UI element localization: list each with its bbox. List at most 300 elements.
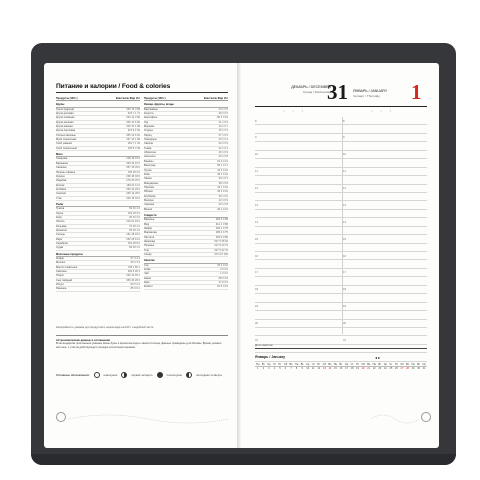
- food-values: 40 1 0 8: [218, 155, 228, 159]
- food-name: Лимон: [144, 177, 152, 181]
- food-values: 350 26 26 0: [126, 278, 140, 282]
- calendar-day[interactable]: 23: [378, 367, 382, 370]
- food-values: 2 0 0 0: [220, 268, 228, 272]
- calendar-day[interactable]: 18: [350, 367, 354, 370]
- writing-line[interactable]: [255, 269, 427, 277]
- food-name: Курица: [56, 174, 65, 178]
- food-values: 23 1 0 4: [218, 138, 228, 142]
- sunrise-icon: ☼: [283, 109, 286, 113]
- mini-calendar-nav: ◂ ▸: [375, 355, 381, 360]
- calendar-weekday: Сб: [283, 363, 288, 366]
- writing-line[interactable]: [255, 244, 427, 252]
- food-name: Огурцы: [144, 129, 154, 133]
- writing-line[interactable]: [255, 311, 427, 319]
- food-name: Крупа манная: [56, 125, 73, 129]
- food-name: Свёкла: [144, 142, 153, 146]
- food-values: 24 1 0 5: [218, 107, 228, 111]
- food-values: 266 12 25 0: [126, 192, 140, 196]
- writing-line[interactable]: [255, 252, 427, 260]
- food-name: Черника: [144, 203, 155, 207]
- calendar-weekday: Ср: [383, 363, 388, 366]
- header-product: Продукты (100 г): [56, 97, 78, 100]
- food-values: 326 10 1 68: [126, 125, 140, 129]
- food-values: 209 16 15 0: [126, 161, 140, 165]
- food-name: Виноград: [144, 164, 156, 168]
- food-values: 48 1 0 10: [217, 172, 228, 176]
- food-name: Малина: [144, 198, 154, 202]
- calendar-weekday: Сб: [400, 363, 404, 366]
- hour-label: 14: [343, 219, 347, 224]
- food-name: Греча (ядрица): [56, 107, 75, 111]
- food-name: Сок: [144, 263, 149, 267]
- hour-label: 13: [255, 202, 259, 207]
- writing-line[interactable]: [255, 294, 427, 302]
- food-name: Какао: [144, 276, 152, 280]
- table-header: [144, 97, 228, 101]
- food-name: Кальмар: [56, 224, 67, 228]
- food-name: Сахар: [144, 253, 152, 257]
- food-values: 153 18 9 0: [127, 242, 140, 245]
- food-values: 355 12 6 62: [126, 133, 140, 137]
- hour-label: 8: [343, 118, 345, 123]
- food-values: 68 3 3 8: [218, 276, 228, 280]
- calendar-weekday: Вт: [378, 363, 382, 366]
- calendar-weekday: Вт: [417, 363, 421, 366]
- writing-line[interactable]: [255, 235, 427, 243]
- food-values: 315 9 1 66: [127, 129, 140, 133]
- calendar-weekday: Вс: [289, 363, 293, 366]
- food-values: 299 1 0 78: [215, 226, 228, 230]
- writing-line[interactable]: [255, 151, 427, 159]
- hour-label: 21: [343, 337, 347, 342]
- hour-label: 10: [255, 152, 259, 157]
- calendar-day[interactable]: 22: [372, 367, 376, 370]
- calendar-day[interactable]: 12: [317, 367, 321, 370]
- calendar-weekday: Сб: [361, 363, 365, 366]
- food-name: Зефир: [144, 226, 153, 230]
- food-values: 42 2 0 9: [218, 142, 228, 146]
- writing-line[interactable]: [255, 159, 427, 167]
- food-name: Судак: [56, 246, 64, 250]
- section-heading: Молочные продукты: [56, 253, 140, 257]
- page-title: Питание и калории / Food & colories: [56, 83, 171, 90]
- calendar-day[interactable]: 3: [268, 367, 270, 370]
- section-heading: Мясо: [56, 153, 140, 157]
- writing-line[interactable]: [255, 210, 427, 218]
- food-values: 238 18 18 0: [126, 174, 140, 178]
- food-values: 83 18 1 0: [129, 246, 140, 250]
- food-values: 161 18 10 0: [126, 233, 140, 237]
- food-name: Мука пшеничная: [56, 138, 77, 142]
- food-values: 276 20 22 0: [126, 179, 140, 183]
- hour-label: 20: [255, 321, 259, 325]
- calendar-weekday: Вт: [261, 363, 265, 366]
- writing-line[interactable]: [255, 176, 427, 184]
- food-values: 327 10 1 68: [126, 138, 140, 142]
- food-name: Творог: [56, 274, 65, 278]
- food-table-left: [56, 97, 140, 292]
- food-values: 40 1 0 8: [218, 203, 228, 207]
- food-name: Кролик: [56, 183, 65, 187]
- right-page: [241, 63, 439, 448]
- astro-heading: Астрономические данные и соглашения: [56, 339, 110, 342]
- food-values: 91 2 0 21: [217, 159, 228, 163]
- food-name: Печенье: [144, 244, 155, 248]
- table-row: [144, 285, 228, 289]
- calendar-day[interactable]: 21: [367, 367, 371, 370]
- food-name: Перец: [144, 133, 152, 137]
- writing-line[interactable]: [255, 168, 427, 176]
- calendar-day[interactable]: 30: [417, 367, 421, 370]
- writing-line[interactable]: [255, 201, 427, 209]
- moon-icon: ☽: [388, 109, 392, 113]
- food-values: 45 1 0 10: [217, 263, 228, 267]
- left-page: [44, 63, 239, 448]
- food-values: 265 0 0 68: [215, 218, 228, 222]
- food-values: 181 7 1 34: [127, 142, 140, 146]
- hour-label: 10: [343, 152, 347, 157]
- hour-label: 21: [255, 337, 259, 342]
- section-heading: Сладости: [144, 214, 228, 218]
- food-name: Окунь: [56, 211, 64, 215]
- food-values: 260 13 23 0: [126, 187, 140, 191]
- food-name: Торт: [144, 248, 150, 252]
- food-name: Лук: [144, 120, 149, 124]
- calendar-weekday: Ср: [344, 363, 349, 366]
- food-values: 374 0 0 100: [214, 253, 228, 257]
- calendar-weekday: Сб: [322, 363, 327, 366]
- food-values: 28 2 0 5: [218, 112, 228, 116]
- food-values: 38 1 0 8: [218, 181, 228, 185]
- calendar-weekday: Пн: [256, 363, 260, 366]
- hour-label: 17: [343, 270, 347, 275]
- hour-label: 12: [343, 186, 347, 190]
- food-name: Вишня: [144, 207, 153, 211]
- food-values: 45 0 0 10: [217, 190, 228, 194]
- food-name: Картофель: [144, 116, 158, 120]
- writing-line[interactable]: [255, 142, 427, 150]
- calendar-day[interactable]: 11: [311, 367, 315, 370]
- food-values: 407 5 22 47: [214, 248, 228, 252]
- dec-weekday: Среда / Wednesday: [303, 90, 331, 94]
- calendar-day[interactable]: 5: [279, 367, 281, 370]
- table-header: [56, 97, 140, 101]
- food-name: Груша: [144, 168, 152, 172]
- food-name: Шоколад: [144, 240, 155, 243]
- calendar-weekday: Чт: [272, 363, 276, 366]
- food-values: 49 1 0 10: [217, 207, 228, 211]
- calendar-day[interactable]: 8: [295, 367, 298, 370]
- writing-line[interactable]: [255, 134, 427, 142]
- sunrise-icon: ☼: [371, 109, 374, 113]
- food-values: 30 1 0 6: [218, 194, 228, 198]
- calendar-weekday: Пн: [333, 363, 338, 366]
- table-row: [144, 253, 228, 257]
- food-values: 60 3 3 5: [130, 261, 140, 265]
- food-name: Морковь: [144, 125, 155, 129]
- dec-day-number: 31: [327, 80, 348, 104]
- food-name: Масло сливочное: [56, 265, 78, 269]
- table-footnote: Калорийность указана для продуктов в сыром виде на 100 г съедобной части.: [56, 326, 155, 329]
- food-name: Апельсин: [144, 155, 156, 159]
- hour-label: 9: [255, 135, 257, 140]
- food-values: 27 1 0 5: [218, 133, 228, 137]
- full-moon-icon: [157, 372, 163, 378]
- divider: [56, 335, 228, 336]
- food-name: Клубника: [144, 194, 156, 198]
- calendar-weekday: Вс: [328, 363, 332, 366]
- food-values: 105 18 4 0: [127, 170, 140, 174]
- food-name: Тыква: [144, 146, 152, 150]
- food-values: 66 5 3 4: [130, 283, 140, 287]
- calendar-day[interactable]: 27: [400, 367, 404, 370]
- food-name: Бананы: [144, 159, 154, 163]
- food-name: Баклажаны: [144, 107, 158, 111]
- food-name: Сосиски: [56, 192, 66, 196]
- food-values: 43 1 0 10: [217, 185, 228, 189]
- food-values: 219 21 15 0: [126, 220, 140, 224]
- hour-label: 15: [255, 236, 259, 241]
- food-name: Печень говяжья: [56, 170, 76, 174]
- food-name: Помидоры: [144, 138, 157, 142]
- writing-line[interactable]: [255, 218, 427, 226]
- calendar-weekday: Вт: [300, 363, 304, 366]
- calendar-weekday: Чт: [350, 363, 354, 366]
- hour-label: 14: [255, 219, 259, 224]
- hour-label: 20: [343, 321, 347, 325]
- food-name: Крупа овсяная: [56, 120, 74, 124]
- food-name: Киви: [144, 172, 150, 176]
- food-values: 305 0 0 80: [215, 235, 228, 239]
- food-values: 183 21 11 0: [126, 183, 140, 187]
- food-name: Индейка: [56, 179, 67, 183]
- ribbon-hole-icon: [421, 412, 431, 422]
- food-name: Мармелад: [144, 231, 157, 235]
- moon-icon: ☽: [300, 109, 304, 113]
- hour-label: 15: [343, 236, 347, 241]
- food-name: Креветки: [56, 228, 67, 232]
- hour-label: 9: [343, 135, 345, 140]
- food-values: 218 19 15 0: [126, 157, 140, 161]
- food-name: Крупа перловая: [56, 129, 76, 133]
- calendar-weekday: Вс: [367, 363, 371, 366]
- moon-legend: [56, 371, 228, 379]
- writing-line[interactable]: [255, 227, 427, 235]
- food-values: 41 1 0 9: [218, 120, 228, 124]
- header-nutrients: Ккал Белк Жир Угл: [115, 97, 140, 100]
- food-name: Мёд: [144, 222, 150, 226]
- writing-line[interactable]: [255, 277, 427, 285]
- food-name: Треска: [56, 207, 65, 211]
- calendar-weekday: Пт: [394, 363, 398, 366]
- food-name: Яблоки: [144, 190, 153, 194]
- calendar-weekday: Чт: [311, 363, 315, 366]
- food-name: Хлеб ржаной: [56, 142, 72, 146]
- writing-line[interactable]: [255, 286, 427, 294]
- sunset-icon: ☼: [379, 109, 383, 113]
- calendar-day[interactable]: 7: [290, 367, 292, 370]
- food-name: Сельдь: [56, 233, 65, 237]
- writing-line[interactable]: [255, 303, 427, 311]
- food-name: Баранина: [56, 161, 68, 165]
- food-values: 75 18 1 0: [129, 224, 140, 228]
- writing-line[interactable]: [255, 193, 427, 201]
- food-values: 103 18 3 0: [127, 211, 140, 215]
- food-name: Крупа пшённая: [56, 116, 75, 120]
- calendar-day[interactable]: 24: [383, 367, 387, 370]
- food-values: 289 0 0 75: [215, 231, 228, 235]
- hour-label: 19: [343, 304, 347, 309]
- date-rule: [255, 106, 427, 107]
- jan-sun-icons: [371, 109, 391, 113]
- calendar-weekday: Ср: [306, 363, 310, 366]
- food-values: 334 12 3 66: [126, 116, 140, 120]
- calendar-weekday: Вс: [406, 363, 410, 366]
- hour-label: 18: [255, 287, 259, 292]
- moon-item: первая четверть: [131, 373, 153, 377]
- header-nutrients: Ккал Белк Жир Угл: [203, 97, 228, 100]
- calendar-day[interactable]: 15: [333, 367, 337, 370]
- calendar-day[interactable]: 13: [322, 367, 326, 370]
- food-name: Капуста: [144, 112, 154, 116]
- food-name: Говядина: [56, 157, 68, 161]
- food-name: Молоко: [56, 261, 66, 265]
- mini-calendar-title: Январь / January: [255, 355, 286, 359]
- writing-lines: [255, 117, 427, 362]
- food-values: 96 16 4 0: [129, 215, 140, 219]
- calendar-day[interactable]: 10: [306, 367, 310, 370]
- food-values: 323 7 1 71: [127, 112, 140, 116]
- food-name: Мандарины: [144, 181, 159, 185]
- calendar-weekday: Пн: [411, 363, 415, 366]
- calendar-day[interactable]: 17: [345, 367, 348, 370]
- calendar-day[interactable]: 19: [356, 367, 360, 370]
- food-values: 226 14 18 1: [126, 274, 140, 278]
- food-name: Сыр твёрдый: [56, 278, 73, 282]
- food-name: Квас: [144, 281, 150, 285]
- food-values: 252 25 14 0: [126, 237, 140, 241]
- table-row: [56, 246, 140, 250]
- food-name: Кофе: [144, 268, 151, 272]
- calendar-weekday: Пт: [278, 363, 282, 366]
- table-row: [56, 287, 140, 291]
- writing-line[interactable]: [255, 320, 427, 328]
- calendar-day[interactable]: 28: [406, 367, 409, 370]
- calendar-day[interactable]: 20: [361, 367, 365, 370]
- food-values: 69 1 0 17: [217, 164, 228, 168]
- food-name: Компот: [144, 285, 153, 289]
- food-values: 1 0 0 0: [220, 272, 228, 276]
- writing-line[interactable]: [255, 125, 427, 133]
- mini-calendar-days: [255, 367, 427, 370]
- writing-line[interactable]: [255, 260, 427, 268]
- calendar-day[interactable]: 9: [301, 367, 303, 370]
- writing-line[interactable]: [255, 185, 427, 193]
- food-name: Пастила: [144, 235, 155, 239]
- food-name: Сметана: [56, 270, 67, 274]
- jan-month: ЯНВАРЬ / JANUARY: [353, 89, 388, 93]
- header-product: Продукты (100 г): [144, 97, 166, 100]
- food-values: 42 1 0 9: [218, 198, 228, 202]
- food-values: 417 8 10 74: [214, 244, 228, 248]
- food-values: 46 1 0 9: [218, 151, 228, 155]
- calendar-day[interactable]: 6: [284, 367, 287, 370]
- notes-label: Для заметок: [255, 343, 427, 349]
- calendar-day[interactable]: 1: [257, 367, 259, 370]
- jan-weekday: Четверг / Thursday: [353, 94, 380, 98]
- food-name: Крупа рисовая: [56, 112, 74, 116]
- calendar-day[interactable]: 14: [328, 367, 332, 370]
- table-row: [56, 197, 140, 201]
- ribbon-hole-icon: [56, 412, 66, 422]
- calendar-weekday: Ср: [422, 363, 426, 366]
- hour-label: 18: [343, 287, 347, 292]
- jan-day-number: 1: [411, 80, 422, 104]
- sunset-icon: ☼: [291, 109, 295, 113]
- food-values: 357 15 33 0: [126, 166, 140, 170]
- planner-cover-edge: [31, 454, 456, 465]
- section-heading: Рыба: [56, 203, 140, 207]
- food-values: 57 3 3 4: [130, 257, 140, 261]
- calendar-day[interactable]: 2: [262, 367, 265, 370]
- food-values: 748 1 82 1: [127, 265, 140, 269]
- calendar-weekday: Ср: [267, 363, 271, 366]
- hour-label: 12: [255, 186, 259, 190]
- astro-paragraph: [56, 339, 228, 349]
- section-heading: Крупы: [56, 103, 140, 107]
- food-name: Ряженка: [56, 287, 67, 291]
- calendar-day[interactable]: 31: [422, 367, 426, 370]
- table-row: [144, 208, 228, 212]
- food-name: Карп: [56, 215, 62, 219]
- hour-label: 11: [343, 169, 346, 174]
- writing-line[interactable]: [255, 117, 427, 125]
- calendar-day[interactable]: 29: [411, 367, 415, 370]
- food-values: 80 2 0 16: [217, 116, 228, 120]
- food-values: 22 1 0 4: [218, 146, 228, 150]
- dec-month: ДЕКАБРЬ / DECEMBER: [291, 85, 331, 89]
- food-values: 85 3 6 4: [130, 287, 140, 291]
- moon-item: полнолуние: [166, 373, 183, 377]
- food-values: 69 16 1 0: [129, 207, 140, 211]
- food-values: 206 3 20 3: [127, 270, 140, 274]
- food-name: Йогурт: [56, 283, 65, 287]
- section-heading: Напитки: [144, 259, 228, 263]
- calendar-day[interactable]: 16: [339, 367, 343, 370]
- writing-line[interactable]: [255, 328, 427, 336]
- decorative-curve: [371, 413, 419, 425]
- food-name: Чай: [144, 272, 149, 276]
- title-rule: [56, 92, 228, 93]
- food-values: 15 1 0 3: [218, 129, 228, 133]
- food-values: 60 0 0 15: [217, 285, 228, 289]
- calendar-day[interactable]: 26: [395, 367, 398, 370]
- food-values: 95 18 1 0: [129, 228, 140, 232]
- first-quarter-icon: [121, 372, 127, 378]
- calendar-day[interactable]: 25: [389, 367, 393, 370]
- calendar-day[interactable]: 4: [273, 367, 276, 370]
- food-values: 314 1 0 80: [215, 222, 228, 226]
- food-values: 42 0 0 10: [217, 168, 228, 172]
- calendar-weekday: Пт: [317, 363, 321, 366]
- food-values: 33 1 0 3: [218, 177, 228, 181]
- food-values: 346 16 31 0: [126, 196, 140, 200]
- food-name: Колбаса: [56, 187, 67, 191]
- food-name: Утка: [56, 196, 62, 200]
- hour-label: 17: [255, 270, 259, 275]
- astro-text: В календарном приложении указаны фазы Луны и время восхода и заката Солнца. Данные приведены для Москвы. Время указано местное, с учётом действующего порядка исчисления времени.: [56, 342, 222, 349]
- hour-label: 19: [255, 304, 259, 309]
